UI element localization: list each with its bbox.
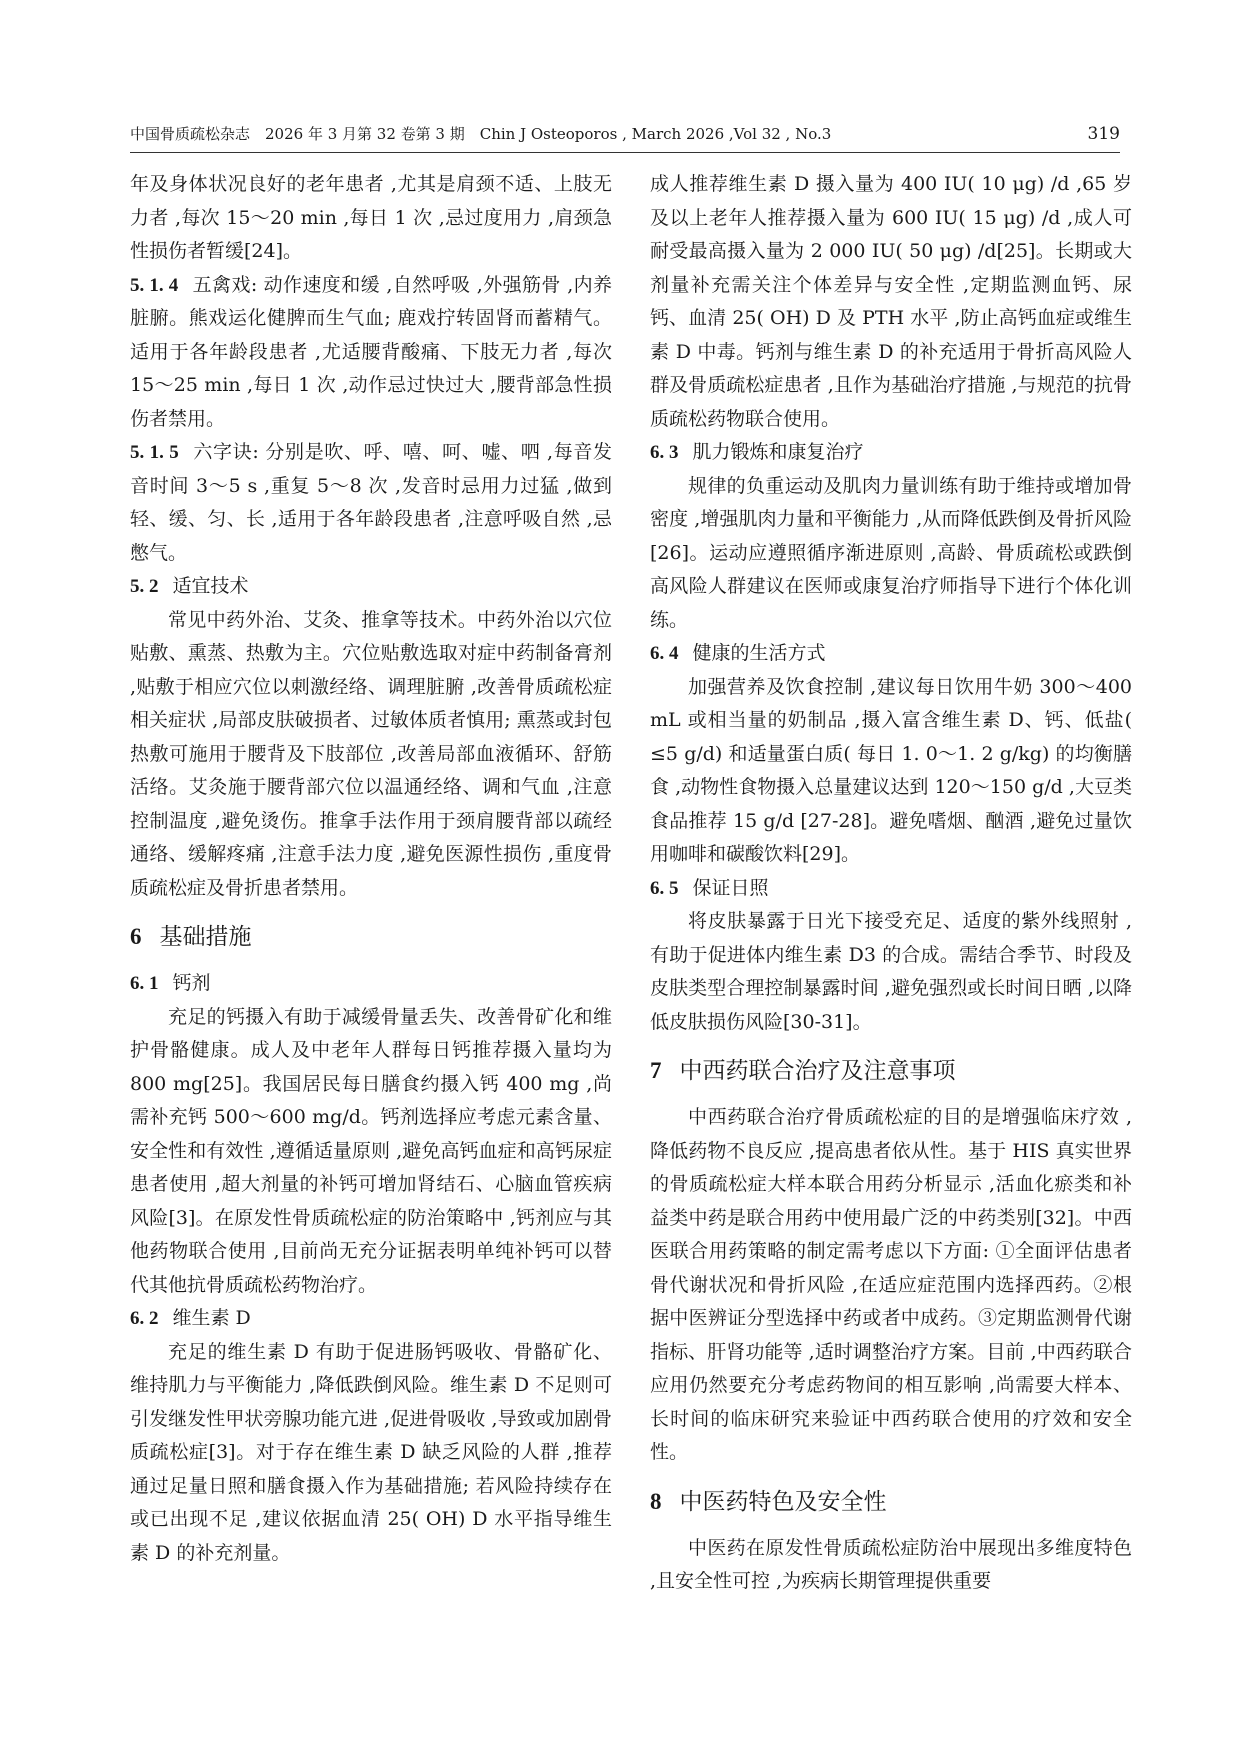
section-text: 六字诀: 分别是吹、呼、嘻、呵、嘘、呬 ,每音发音时间 3～5 s ,重复 5～8 次 ,发音时忌用力过猛 ,做到轻、缓、匀、长 ,适用于各年龄段患者 ,注意呼吸自然 ,忌憋气。 [130, 441, 612, 564]
journal-citation: 中国骨质疏松杂志 2026 年 3 月第 32 卷第 3 期 Chin J Osteoporos , March 2026 ,Vol 32 , No.3 [130, 125, 832, 143]
page-number: 319 [1087, 124, 1120, 144]
heading-6 [130, 917, 612, 957]
section-5-1-4 [130, 269, 612, 437]
section-title: 中医药特色及安全性 [679, 1488, 887, 1515]
section-title: 健康的生活方式 [692, 642, 826, 664]
paragraph-6-1: 充足的钙摄入有助于减缓骨量丢失、改善骨矿化和维护骨骼健康。成人及中老年人群每日钙推荐摄入量均为 800 mg[25]。我国居民每日膳食约摄入钙 400 mg ,尚需补充钙 500～600 mg/d。钙剂选择应考虑元素含量、安全性和有效性 ,遵循适量原则 ,避免高钙血症和高钙尿症患者使用 ,超大剂量的补钙可增加肾结石、心脑血管疾病风险[3]。在原发性骨质疏松症的防治策略中 ,钙剂应与其他药物联合使用 ,目前尚无充分证据表明单纯补钙可以替代其他抗骨质疏松药物治疗。 [130, 1005, 612, 1296]
paragraph-6-5: 将皮肤暴露于日光下接受充足、适度的紫外线照射 ,有助于促进体内维生素 D3 的合成。需结合季节、时段及皮肤类型合理控制暴露时间 ,避免强烈或长时间日晒 ,以降低皮肤损伤风险[30-31]。 [650, 910, 1132, 1033]
heading-6-5 [650, 872, 1132, 906]
paragraph-continued: 年及身体状况良好的老年患者 ,尤其是肩颈不适、上肢无力者 ,每次 15～20 min ,每日 1 次 ,忌过度用力 ,肩颈急性损伤者暂缓[24]。 [130, 173, 612, 262]
section-title: 钙剂 [172, 972, 211, 994]
paragraph-8: 中医药在原发性骨质疏松症防治中展现出多维度特色 ,且安全性可控 ,为疾病长期管理提供重要 [650, 1536, 1132, 1592]
section-5-1-5 [130, 436, 612, 570]
heading-8 [650, 1482, 1132, 1522]
section-number: 8 [650, 1488, 662, 1514]
section-number: 6. 1 [130, 973, 159, 994]
paragraph-6-4: 加强营养及饮食控制 ,建议每日饮用牛奶 300～400 mL 或相当量的奶制品 ,摄入富含维生素 D、钙、低盐( ≤5 g/d) 和适量蛋白质( 每日 1. 0～1. 2 g/kg) 的均衡膳食 ,动物性食物摄入总量建议达到 120～150 g/d ,大豆类食品推荐 15 g/d [27-28]。避免嗜烟、酗酒 ,避免过量饮用咖啡和碳酸饮料[29]。 [650, 675, 1132, 865]
section-number: 7 [650, 1058, 662, 1083]
heading-5-2 [130, 570, 612, 604]
heading-6-2 [130, 1302, 612, 1336]
section-number: 6 [130, 924, 142, 949]
section-title: 保证日照 [692, 876, 769, 899]
right-column [650, 168, 1132, 1599]
section-number: 6. 3 [650, 442, 679, 463]
section-number: 6. 2 [130, 1308, 159, 1329]
section-title: 适宜技术 [172, 575, 249, 597]
heading-7 [650, 1051, 1132, 1091]
paragraph-continued: 成人推荐维生素 D 摄入量为 400 IU( 10 μg) /d ,65 岁及以上老年人推荐摄入量为 600 IU( 15 μg) /d ,成人可耐受最高摄入量为 2 000 IU( 50 μg) /d[25]。长期或大剂量补充需关注个体差异与安全性 ,定期监测血钙、尿钙、血清 25( OH) D 及 PTH 水平 ,防止高钙血症或维生素 D 中毒。钙剂与维生素 D 的补充适用于骨折高风险人群及骨质疏松症患者 ,且作为基础治疗措施 ,与规范的抗骨质疏松药物联合使用。 [650, 173, 1132, 430]
section-number: 5. 1. 4 [130, 274, 179, 296]
section-number: 5. 1. 5 [130, 442, 179, 463]
section-title: 肌力锻炼和康复治疗 [692, 441, 864, 463]
section-title: 中西药联合治疗及注意事项 [679, 1058, 956, 1084]
section-number: 6. 5 [650, 877, 679, 899]
heading-6-1 [130, 967, 612, 1001]
section-number: 5. 2 [130, 576, 159, 597]
left-column [130, 168, 612, 1570]
heading-6-4 [650, 637, 1132, 671]
header-rule [130, 152, 1120, 153]
section-text: 五禽戏: 动作速度和缓 ,自然呼吸 ,外强筋骨 ,内养脏腑。熊戏运化健脾而生气血; 鹿戏拧转固肾而蓄精气。适用于各年龄段患者 ,尤适腰背酸痛、下肢无力者 ,每次 15～25 min ,每日 1 次 ,动作忌过快过大 ,腰背部急性损伤者禁用。 [130, 273, 613, 430]
section-title: 基础措施 [159, 924, 252, 950]
paragraph-5-2: 常见中药外治、艾灸、推拿等技术。中药外治以穴位贴敷、熏蒸、热敷为主。穴位贴敷选取对症中药制备膏剂 ,贴敷于相应穴位以刺激经络、调理脏腑 ,改善骨质疏松症相关症状 ,局部皮肤破损者、过敏体质者慎用; 熏蒸或封包热敷可施用于腰背及下肢部位 ,改善局部血液循环、舒筋活络。艾灸施于腰背部穴位以温通经络、调和气血 ,注意控制温度 ,避免烫伤。推拿手法作用于颈肩腰背部以疏经通络、缓解疼痛 ,注意手法力度 ,避免医源性损伤 ,重度骨质疏松症及骨折患者禁用。 [130, 608, 612, 899]
heading-6-3 [650, 436, 1132, 470]
paragraph-6-3: 规律的负重运动及肌肉力量训练有助于维持或增加骨密度 ,增强肌肉力量和平衡能力 ,从而降低跌倒及骨折风险[26]。运动应遵照循序渐进原则 ,高龄、骨质疏松或跌倒高风险人群建议在医师或康复治疗师指导下进行个体化训练。 [650, 474, 1132, 631]
paragraph-6-2: 充足的维生素 D 有助于促进肠钙吸收、骨骼矿化、维持肌力与平衡能力 ,降低跌倒风险。维生素 D 不足则可引发继发性甲状旁腺功能亢进 ,促进骨吸收 ,导致或加剧骨质疏松症[3]。对于存在维生素 D 缺乏风险的人群 ,推荐通过足量日照和膳食摄入作为基础措施; 若风险持续存在或已出现不足 ,建议依据血清 25( OH) D 水平指导维生素 D 的补充剂量。 [130, 1340, 612, 1564]
paragraph-7: 中西药联合治疗骨质疏松症的目的是增强临床疗效 ,降低药物不良反应 ,提高患者依从性。基于 HIS 真实世界的骨质疏松症大样本联合用药分析显示 ,活血化瘀类和补益类中药是联合用药中使用最广泛的中药类别[32]。中西医联合用药策略的制定需考虑以下方面: ①全面评估患者骨代谢状况和骨折风险 ,在适应症范围内选择西药。②根据中医辨证分型选择中药或者中成药。③定期监测骨代谢指标、肝肾功能等 ,适时调整治疗方案。目前 ,中西药联合应用仍然要充分考虑药物间的相互影响 ,尚需要大样本、长时间的临床研究来验证中西药联合使用的疗效和安全性。 [650, 1106, 1132, 1463]
running-header [130, 122, 1120, 146]
section-title: 维生素 D [172, 1307, 251, 1329]
section-number: 6. 4 [650, 643, 679, 664]
